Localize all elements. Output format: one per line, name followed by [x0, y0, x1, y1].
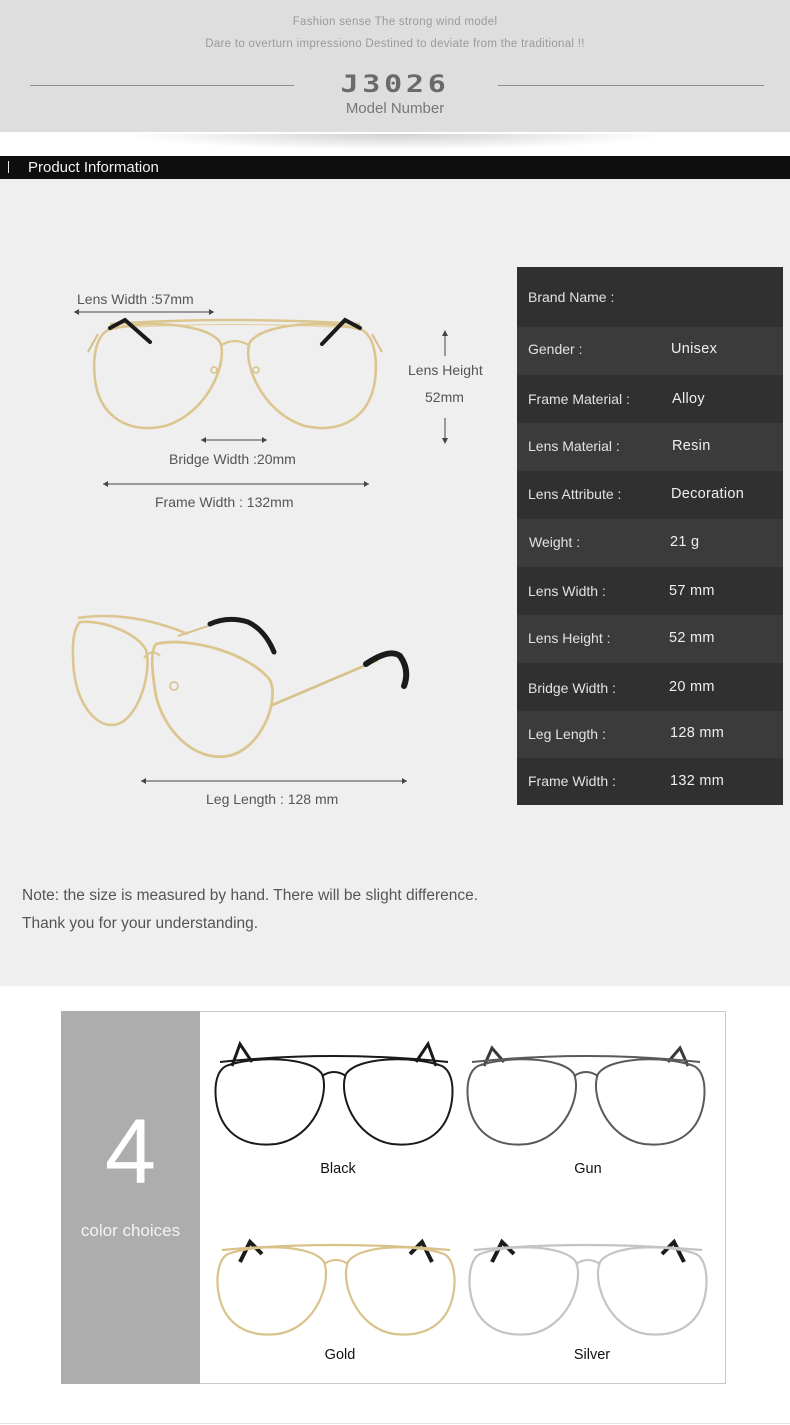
thank-you-note: Thank you for your understanding. — [22, 915, 259, 932]
spec-value: Decoration — [671, 486, 745, 502]
spec-value: Resin — [672, 438, 711, 454]
lens-width-label: Lens Width :57mm — [77, 291, 194, 307]
spec-row-gender — [517, 327, 783, 375]
spec-key: Frame Width : — [528, 773, 616, 789]
spec-row-brand-name — [517, 267, 783, 327]
spec-value: 20 mm — [669, 679, 715, 695]
header-shadow — [120, 134, 670, 150]
spec-row-lens-attribute — [517, 471, 783, 519]
frame-width-arrow — [100, 478, 372, 490]
lens-height-value: 52mm — [425, 389, 464, 405]
spec-row-lens-material — [517, 423, 783, 471]
spec-value: 132 mm — [670, 773, 725, 789]
bottom-divider — [0, 1423, 790, 1424]
color-label-gold: Gold — [324, 1347, 356, 1363]
color-count-label: color choices — [80, 1221, 181, 1240]
spec-value: 128 mm — [670, 725, 725, 741]
measurement-note: Note: the size is measured by hand. There will be slight difference. — [22, 887, 479, 904]
spec-table — [517, 267, 783, 805]
color-count-number: 4 — [104, 1101, 157, 1203]
spec-row-frame-width — [517, 758, 783, 805]
leg-length-arrow — [138, 775, 410, 787]
spec-key: Lens Height : — [528, 630, 611, 646]
spec-row-lens-width — [517, 567, 783, 615]
leg-length-label: Leg Length : 128 mm — [206, 791, 339, 807]
section-bar-mark — [8, 161, 9, 173]
glasses-silver-image[interactable] — [466, 1232, 710, 1342]
model-number-label: Model Number — [345, 100, 445, 117]
spec-row-bridge-width — [517, 663, 783, 711]
spec-value: Alloy — [672, 391, 705, 407]
tagline-line-1: Fashion sense The strong wind model — [292, 16, 498, 28]
lens-width-arrow — [70, 306, 220, 318]
spec-value: Unisex — [671, 341, 718, 357]
glasses-side-view — [60, 600, 430, 775]
glasses-gold-image[interactable] — [214, 1232, 458, 1342]
glasses-black-image[interactable] — [212, 1040, 456, 1150]
spec-value: 21 g — [670, 534, 700, 550]
spec-row-frame-material — [517, 375, 783, 423]
spec-key: Weight : — [529, 534, 581, 550]
spec-value: 57 mm — [669, 583, 715, 599]
spec-key: Lens Attribute : — [528, 486, 622, 502]
spec-key: Leg Length : — [528, 726, 606, 742]
bridge-width-label: Bridge Width :20mm — [169, 451, 296, 467]
color-label-black: Black — [320, 1161, 356, 1177]
section-title: Product Information — [28, 159, 159, 176]
spec-row-weight — [517, 519, 783, 567]
color-label-silver: Silver — [573, 1347, 611, 1363]
lens-height-arrow — [439, 328, 451, 446]
lens-height-label: Lens Height — [408, 362, 483, 378]
spec-key: Gender : — [528, 341, 583, 357]
spec-row-leg-length — [517, 711, 783, 758]
glasses-gun-image[interactable] — [464, 1040, 708, 1150]
color-label-gun: Gun — [574, 1161, 602, 1177]
spec-row-lens-height — [517, 615, 783, 663]
tagline-line-2: Dare to overturn impressiono Destined to deviate from the traditional !! — [205, 38, 585, 50]
spec-value: 52 mm — [669, 630, 715, 646]
bridge-width-arrow — [198, 434, 270, 446]
spec-key: Frame Material : — [528, 391, 630, 407]
frame-width-label: Frame Width : 132mm — [155, 494, 294, 510]
spec-key: Lens Width : — [528, 583, 606, 599]
spec-key: Bridge Width : — [528, 680, 616, 696]
model-number: J3026 — [340, 70, 450, 98]
spec-key: Brand Name : — [528, 289, 615, 305]
spec-key: Lens Material : — [528, 438, 620, 454]
glasses-front-view — [70, 300, 400, 450]
